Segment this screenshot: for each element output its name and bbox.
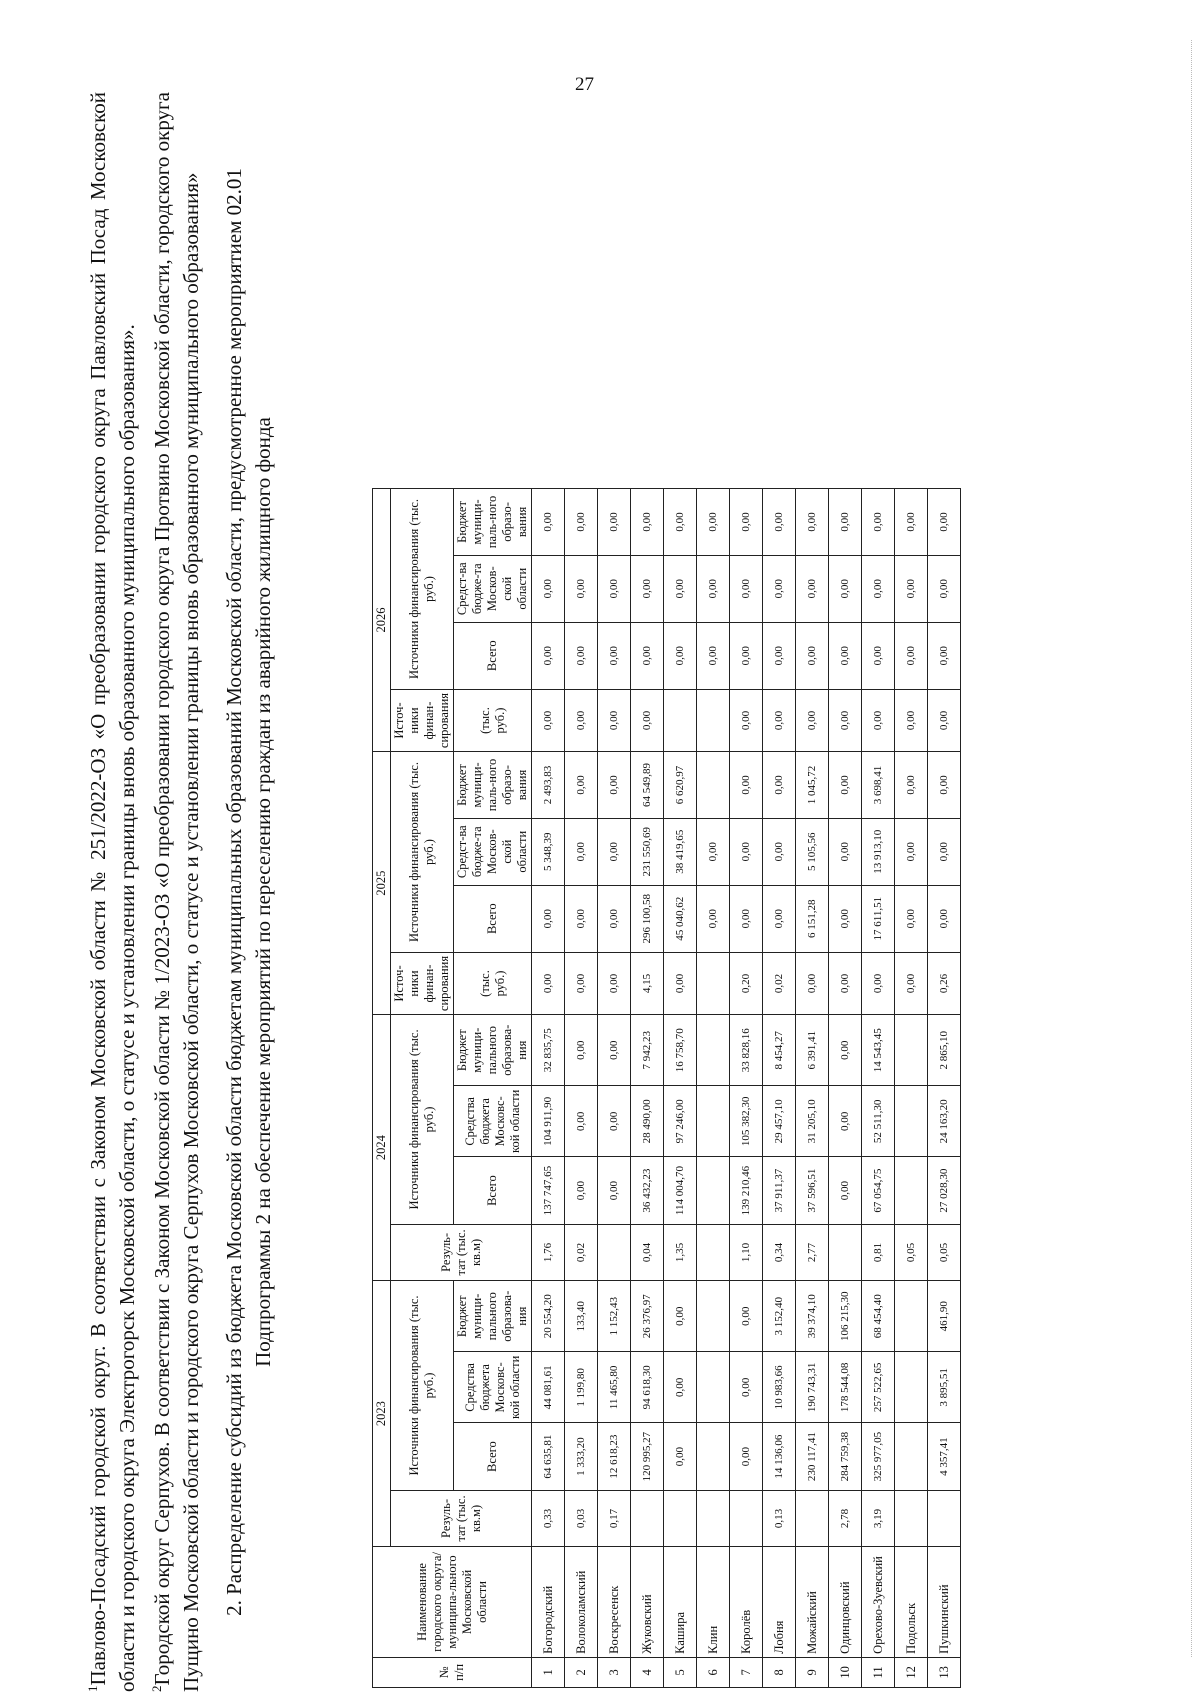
cell-t23: 120 995,27 xyxy=(631,1423,664,1490)
header-unit-2026: (тыс. руб.) xyxy=(454,689,532,751)
cell-r23 xyxy=(895,1490,928,1546)
cell-name: Можайский xyxy=(796,1547,829,1658)
cell-t24: 37 911,37 xyxy=(763,1157,796,1224)
cell-m24: 24 163,20 xyxy=(928,1086,961,1157)
cell-m25: 0,00 xyxy=(598,818,631,885)
cell-m23: 94 618,30 xyxy=(631,1352,664,1423)
cell-b26: 0,00 xyxy=(895,489,928,556)
cell-b24: 0,00 xyxy=(598,1015,631,1086)
table-row xyxy=(862,489,895,1688)
cell-t25: 0,00 xyxy=(928,885,961,952)
cell-r25: 0,00 xyxy=(532,952,565,1014)
cell-n: 3 xyxy=(598,1657,631,1687)
cell-name: Подольск xyxy=(895,1547,928,1658)
cell-b24: 7 942,23 xyxy=(631,1015,664,1086)
cell-n: 1 xyxy=(532,1657,565,1687)
cell-r26: 0,00 xyxy=(565,689,598,751)
cell-m24: 52 511,30 xyxy=(862,1086,895,1157)
cell-m23: 190 743,31 xyxy=(796,1352,829,1423)
cell-b25: 6 620,97 xyxy=(664,752,697,819)
cell-r23 xyxy=(928,1490,961,1546)
cell-t24: 0,00 xyxy=(565,1157,598,1224)
cell-b24 xyxy=(697,1015,730,1086)
table-row xyxy=(796,489,829,1688)
header-result-2023: Резуль-тат (тыс. кв.м) xyxy=(391,1490,532,1546)
cell-t24: 27 028,30 xyxy=(928,1157,961,1224)
cell-b23 xyxy=(895,1281,928,1352)
cell-m24: 31 205,10 xyxy=(796,1086,829,1157)
cell-m23: 178 544,08 xyxy=(829,1352,862,1423)
cell-b25: 64 549,89 xyxy=(631,752,664,819)
cell-t23 xyxy=(895,1423,928,1490)
cell-n: 11 xyxy=(862,1657,895,1687)
cell-name: Волоколамский xyxy=(565,1547,598,1658)
cell-m26: 0,00 xyxy=(565,555,598,622)
cell-t26: 0,00 xyxy=(796,622,829,689)
table-row xyxy=(598,489,631,1688)
cell-r25: 4,15 xyxy=(631,952,664,1014)
cell-m23 xyxy=(697,1352,730,1423)
cell-t24 xyxy=(697,1157,730,1224)
cell-name: Королёв xyxy=(730,1547,763,1658)
cell-t23: 325 977,05 xyxy=(862,1423,895,1490)
cell-r26: 0,00 xyxy=(796,689,829,751)
header-result-2024: Резуль-тат (тыс. кв.м) xyxy=(391,1224,532,1280)
cell-r24: 1,35 xyxy=(664,1224,697,1280)
scan-edge-line xyxy=(1190,40,1192,1657)
cell-b25: 0,00 xyxy=(565,752,598,819)
footnote-2 xyxy=(142,92,206,1692)
cell-b24: 8 454,27 xyxy=(763,1015,796,1086)
cell-t24 xyxy=(895,1157,928,1224)
header-year-2023: 2023 xyxy=(373,1281,391,1547)
cell-m24: 0,00 xyxy=(598,1086,631,1157)
cell-r25: 0,26 xyxy=(928,952,961,1014)
cell-m26: 0,00 xyxy=(664,555,697,622)
header-total-2026: Всего xyxy=(454,622,532,689)
cell-r23: 2,78 xyxy=(829,1490,862,1546)
header-unit-2025: (тыс. руб.) xyxy=(454,952,532,1014)
cell-b25: 2 493,83 xyxy=(532,752,565,819)
cell-m25: 0,00 xyxy=(730,818,763,885)
cell-name: Кашира xyxy=(664,1547,697,1658)
cell-r23 xyxy=(796,1490,829,1546)
cell-r25 xyxy=(697,952,730,1014)
cell-m26: 0,00 xyxy=(697,555,730,622)
header-total-2025: Всего xyxy=(454,885,532,952)
cell-b23: 3 152,40 xyxy=(763,1281,796,1352)
cell-m23 xyxy=(895,1352,928,1423)
notes-block xyxy=(78,92,278,1692)
cell-m26: 0,00 xyxy=(532,555,565,622)
table-row xyxy=(631,489,664,1688)
subsidy-table xyxy=(372,488,961,1688)
cell-n: 9 xyxy=(796,1657,829,1687)
cell-m25: 0,00 xyxy=(895,818,928,885)
header-municipal-2025: Бюджет муници-паль-ного образо-вания xyxy=(454,752,532,819)
cell-b25: 0,00 xyxy=(730,752,763,819)
section-title: 2. Распределение субсидий из бюджета Московской области бюджетам муниципальных образований Московской области, предусмотренное мероприятием 02.01 Подпрограммы 2 на обеспечение мероприятий по переселению граждан из аварийного жилищного фонда xyxy=(222,168,275,1616)
cell-t25: 0,00 xyxy=(829,885,862,952)
cell-r23 xyxy=(697,1490,730,1546)
cell-r25: 0,20 xyxy=(730,952,763,1014)
cell-name: Одинцовский xyxy=(829,1547,862,1658)
cell-t26: 0,00 xyxy=(928,622,961,689)
cell-b26: 0,00 xyxy=(664,489,697,556)
header-year-2025: 2025 xyxy=(373,752,391,1015)
cell-b25: 0,00 xyxy=(928,752,961,819)
cell-t25: 6 151,28 xyxy=(796,885,829,952)
cell-t26: 0,00 xyxy=(730,622,763,689)
header-sources-short-2026: Источ-ники финан-сирования xyxy=(391,689,454,751)
cell-r25: 0,00 xyxy=(895,952,928,1014)
cell-b26: 0,00 xyxy=(598,489,631,556)
cell-m23: 3 895,51 xyxy=(928,1352,961,1423)
cell-m25: 231 550,69 xyxy=(631,818,664,885)
header-year-2026: 2026 xyxy=(373,489,391,752)
cell-m26: 0,00 xyxy=(763,555,796,622)
cell-b26: 0,00 xyxy=(730,489,763,556)
cell-b26: 0,00 xyxy=(631,489,664,556)
cell-t25: 17 611,51 xyxy=(862,885,895,952)
cell-m24: 0,00 xyxy=(565,1086,598,1157)
cell-r24 xyxy=(598,1224,631,1280)
footnote-2-text: Городской округ Серпухов. В соответствии с Законом Московской области № 1/2023-ОЗ «О преобразовании городского округа Протвино Московской области, городского округа Пущино Московской области и городского округа Серпухов Московской области, о статусе и установлении границы вновь образованного муниципального образования» xyxy=(150,92,203,1692)
header-sources-2024: Источники финансирования (тыс. руб.) xyxy=(391,1015,454,1225)
table-row xyxy=(763,489,796,1688)
cell-m25: 0,00 xyxy=(565,818,598,885)
cell-b24: 33 828,16 xyxy=(730,1015,763,1086)
cell-t26: 0,00 xyxy=(664,622,697,689)
table-row xyxy=(895,489,928,1688)
cell-r24: 1,10 xyxy=(730,1224,763,1280)
cell-r26: 0,00 xyxy=(532,689,565,751)
cell-m24: 97 246,00 xyxy=(664,1086,697,1157)
cell-b24: 2 865,10 xyxy=(928,1015,961,1086)
cell-m23: 11 465,80 xyxy=(598,1352,631,1423)
cell-r26: 0,00 xyxy=(895,689,928,751)
cell-r26: 0,00 xyxy=(763,689,796,751)
cell-m25: 0,00 xyxy=(763,818,796,885)
cell-r25: 0,00 xyxy=(664,952,697,1014)
cell-b25: 0,00 xyxy=(598,752,631,819)
cell-r26: 0,00 xyxy=(631,689,664,751)
header-municipal-2026: Бюджет муници-паль-ного образо-вания xyxy=(454,489,532,556)
cell-r23: 3,19 xyxy=(862,1490,895,1546)
cell-name: Орехово-Зуевский xyxy=(862,1547,895,1658)
cell-r25: 0,00 xyxy=(829,952,862,1014)
cell-b26: 0,00 xyxy=(796,489,829,556)
header-total-2023: Всего xyxy=(454,1423,532,1490)
cell-r26 xyxy=(697,689,730,751)
cell-t24: 36 432,23 xyxy=(631,1157,664,1224)
cell-b24: 0,00 xyxy=(829,1015,862,1086)
cell-r24: 1,76 xyxy=(532,1224,565,1280)
header-municipal-2023: Бюджет муници-пального образова-ния xyxy=(454,1281,532,1352)
cell-r24 xyxy=(829,1224,862,1280)
header-sources-2025: Источники финансирования (тыс. руб.) xyxy=(391,752,454,953)
cell-m23: 44 081,61 xyxy=(532,1352,565,1423)
cell-name: Воскресенск xyxy=(598,1547,631,1658)
cell-b24: 0,00 xyxy=(565,1015,598,1086)
cell-m26: 0,00 xyxy=(598,555,631,622)
header-sources-2026: Источники финансирования (тыс. руб.) xyxy=(391,489,454,690)
cell-r24: 2,77 xyxy=(796,1224,829,1280)
cell-m24: 105 382,30 xyxy=(730,1086,763,1157)
cell-b24: 32 835,75 xyxy=(532,1015,565,1086)
header-mo-funds-2026: Средст-ва бюдже-та Москов-ской области xyxy=(454,555,532,622)
cell-b25: 0,00 xyxy=(763,752,796,819)
cell-t25: 45 040,62 xyxy=(664,885,697,952)
cell-m23: 10 983,66 xyxy=(763,1352,796,1423)
cell-name: Пушкинский xyxy=(928,1547,961,1658)
cell-r25: 0,00 xyxy=(796,952,829,1014)
page-number: 27 xyxy=(575,74,594,95)
cell-r26: 0,00 xyxy=(730,689,763,751)
table-row xyxy=(532,489,565,1688)
cell-t23: 284 759,38 xyxy=(829,1423,862,1490)
cell-b25 xyxy=(697,752,730,819)
cell-r26: 0,00 xyxy=(829,689,862,751)
cell-b26: 0,00 xyxy=(763,489,796,556)
footnote-2-marker: 2 xyxy=(149,1685,164,1692)
cell-t24: 37 596,51 xyxy=(796,1157,829,1224)
table-row xyxy=(829,489,862,1688)
cell-t24: 114 004,70 xyxy=(664,1157,697,1224)
cell-t26: 0,00 xyxy=(565,622,598,689)
cell-n: 7 xyxy=(730,1657,763,1687)
header-mo-funds-2024: Средства бюджета Московс-кой области xyxy=(454,1086,532,1157)
cell-m24: 29 457,10 xyxy=(763,1086,796,1157)
cell-t26: 0,00 xyxy=(532,622,565,689)
cell-b23: 26 376,97 xyxy=(631,1281,664,1352)
table-row xyxy=(664,489,697,1688)
cell-r26 xyxy=(664,689,697,751)
table-row xyxy=(697,489,730,1688)
cell-n: 5 xyxy=(664,1657,697,1687)
cell-n: 6 xyxy=(697,1657,730,1687)
cell-b24 xyxy=(895,1015,928,1086)
cell-t23: 230 117,41 xyxy=(796,1423,829,1490)
cell-m24 xyxy=(697,1086,730,1157)
cell-r26: 0,00 xyxy=(598,689,631,751)
cell-b26: 0,00 xyxy=(565,489,598,556)
header-mo-funds-2025: Средст-ва бюдже-та Москов-ской области xyxy=(454,818,532,885)
cell-t24: 0,00 xyxy=(598,1157,631,1224)
header-total-2024: Всего xyxy=(454,1157,532,1224)
cell-t24: 137 747,65 xyxy=(532,1157,565,1224)
cell-b23: 39 374,10 xyxy=(796,1281,829,1352)
cell-b23: 106 215,30 xyxy=(829,1281,862,1352)
cell-r23: 0,17 xyxy=(598,1490,631,1546)
cell-m26: 0,00 xyxy=(730,555,763,622)
cell-t26: 0,00 xyxy=(598,622,631,689)
cell-t25: 0,00 xyxy=(895,885,928,952)
cell-t23: 0,00 xyxy=(664,1423,697,1490)
cell-b26: 0,00 xyxy=(532,489,565,556)
cell-t26: 0,00 xyxy=(763,622,796,689)
cell-m26: 0,00 xyxy=(862,555,895,622)
cell-t26: 0,00 xyxy=(631,622,664,689)
cell-m26: 0,00 xyxy=(631,555,664,622)
footnotes xyxy=(78,92,206,1692)
cell-b26: 0,00 xyxy=(829,489,862,556)
cell-t25: 0,00 xyxy=(763,885,796,952)
cell-r23 xyxy=(664,1490,697,1546)
cell-b23: 461,90 xyxy=(928,1281,961,1352)
cell-name: Жуковский xyxy=(631,1547,664,1658)
cell-t25: 0,00 xyxy=(730,885,763,952)
cell-t24: 139 210,46 xyxy=(730,1157,763,1224)
cell-r23: 0,33 xyxy=(532,1490,565,1546)
cell-t26: 0,00 xyxy=(829,622,862,689)
cell-b25: 0,00 xyxy=(895,752,928,819)
cell-t23: 4 357,41 xyxy=(928,1423,961,1490)
table-body xyxy=(532,489,961,1688)
footnote-1 xyxy=(78,92,142,1692)
cell-m25: 13 913,10 xyxy=(862,818,895,885)
cell-t23: 12 618,23 xyxy=(598,1423,631,1490)
cell-r23: 0,03 xyxy=(565,1490,598,1546)
header-mo-funds-2023: Средства бюджета Московс-кой области xyxy=(454,1352,532,1423)
cell-b25: 3 698,41 xyxy=(862,752,895,819)
cell-t26: 0,00 xyxy=(862,622,895,689)
cell-n: 10 xyxy=(829,1657,862,1687)
table-row xyxy=(565,489,598,1688)
cell-m25: 5 105,56 xyxy=(796,818,829,885)
cell-m24: 0,00 xyxy=(829,1086,862,1157)
cell-r25: 0,02 xyxy=(763,952,796,1014)
cell-r24 xyxy=(697,1224,730,1280)
cell-b23: 0,00 xyxy=(664,1281,697,1352)
cell-b23: 1 152,43 xyxy=(598,1281,631,1352)
cell-r24: 0,81 xyxy=(862,1224,895,1280)
cell-n: 8 xyxy=(763,1657,796,1687)
cell-t23: 14 136,06 xyxy=(763,1423,796,1490)
cell-m24: 28 490,00 xyxy=(631,1086,664,1157)
cell-m26: 0,00 xyxy=(895,555,928,622)
cell-b24: 16 758,70 xyxy=(664,1015,697,1086)
cell-b24: 6 391,41 xyxy=(796,1015,829,1086)
table-container xyxy=(372,488,961,1688)
cell-t26: 0,00 xyxy=(697,622,730,689)
table-row xyxy=(928,489,961,1688)
cell-t24: 0,00 xyxy=(829,1157,862,1224)
cell-m26: 0,00 xyxy=(829,555,862,622)
header-sources-2023: Источники финансирования (тыс. руб.) xyxy=(391,1281,454,1491)
cell-r24: 0,02 xyxy=(565,1224,598,1280)
cell-t25: 0,00 xyxy=(697,885,730,952)
cell-b25: 0,00 xyxy=(829,752,862,819)
cell-m23: 0,00 xyxy=(664,1352,697,1423)
cell-m26: 0,00 xyxy=(928,555,961,622)
cell-r25: 0,00 xyxy=(862,952,895,1014)
cell-m24 xyxy=(895,1086,928,1157)
cell-t24: 67 054,75 xyxy=(862,1157,895,1224)
cell-r24: 0,05 xyxy=(928,1224,961,1280)
cell-r25: 0,00 xyxy=(565,952,598,1014)
cell-m25: 5 348,39 xyxy=(532,818,565,885)
cell-b26: 0,00 xyxy=(697,489,730,556)
cell-b23 xyxy=(697,1281,730,1352)
cell-m25: 0,00 xyxy=(697,818,730,885)
cell-r26: 0,00 xyxy=(928,689,961,751)
header-sources-short-2025: Источ-ники финан-сирования xyxy=(391,952,454,1014)
cell-t23: 1 333,20 xyxy=(565,1423,598,1490)
table-row xyxy=(730,489,763,1688)
cell-b26: 0,00 xyxy=(928,489,961,556)
cell-b24: 14 543,45 xyxy=(862,1015,895,1086)
cell-r23 xyxy=(730,1490,763,1546)
footnote-1-text: Павлово-Посадский городской округ. В соответствии с Законом Московской области № 251/2022-ОЗ «О преобразовании городского округа Павловский Посад Московской области и городского округа Электрогорск Московской области, о статусе и установлении границы вновь образованного муниципального образования». xyxy=(86,92,139,1692)
cell-m23: 1 199,80 xyxy=(565,1352,598,1423)
cell-r23: 0,13 xyxy=(763,1490,796,1546)
cell-name: Лобня xyxy=(763,1547,796,1658)
cell-name: Богородский xyxy=(532,1547,565,1658)
cell-t25: 0,00 xyxy=(598,885,631,952)
cell-r23 xyxy=(631,1490,664,1546)
cell-m25: 0,00 xyxy=(829,818,862,885)
cell-n: 4 xyxy=(631,1657,664,1687)
cell-m25: 0,00 xyxy=(928,818,961,885)
header-municipal-2024: Бюджет муници-пального образова-ния xyxy=(454,1015,532,1086)
cell-n: 2 xyxy=(565,1657,598,1687)
cell-b26: 0,00 xyxy=(862,489,895,556)
cell-m23: 257 522,65 xyxy=(862,1352,895,1423)
cell-name: Клин xyxy=(697,1547,730,1658)
header-year-2024: 2024 xyxy=(373,1015,391,1281)
cell-t25: 296 100,58 xyxy=(631,885,664,952)
cell-t23: 0,00 xyxy=(730,1423,763,1490)
cell-r24: 0,05 xyxy=(895,1224,928,1280)
cell-b23: 68 454,40 xyxy=(862,1281,895,1352)
cell-t23: 64 635,81 xyxy=(532,1423,565,1490)
header-num: № п/п xyxy=(373,1657,532,1687)
cell-n: 12 xyxy=(895,1657,928,1687)
cell-r25: 0,00 xyxy=(598,952,631,1014)
cell-b23: 20 554,20 xyxy=(532,1281,565,1352)
cell-r24: 0,34 xyxy=(763,1224,796,1280)
cell-m24: 104 911,90 xyxy=(532,1086,565,1157)
cell-b25: 1 045,72 xyxy=(796,752,829,819)
cell-t23 xyxy=(697,1423,730,1490)
cell-t26: 0,00 xyxy=(895,622,928,689)
cell-t25: 0,00 xyxy=(565,885,598,952)
cell-m25: 38 419,65 xyxy=(664,818,697,885)
cell-m23: 0,00 xyxy=(730,1352,763,1423)
cell-r24: 0,04 xyxy=(631,1224,664,1280)
header-name: Наименование городского округа/муниципа-льного Московской области xyxy=(373,1547,532,1658)
cell-b23: 133,40 xyxy=(565,1281,598,1352)
cell-m26: 0,00 xyxy=(796,555,829,622)
cell-n: 13 xyxy=(928,1657,961,1687)
cell-t25: 0,00 xyxy=(532,885,565,952)
cell-r26: 0,00 xyxy=(862,689,895,751)
footnote-1-marker: 1 xyxy=(85,1685,100,1692)
cell-b23: 0,00 xyxy=(730,1281,763,1352)
